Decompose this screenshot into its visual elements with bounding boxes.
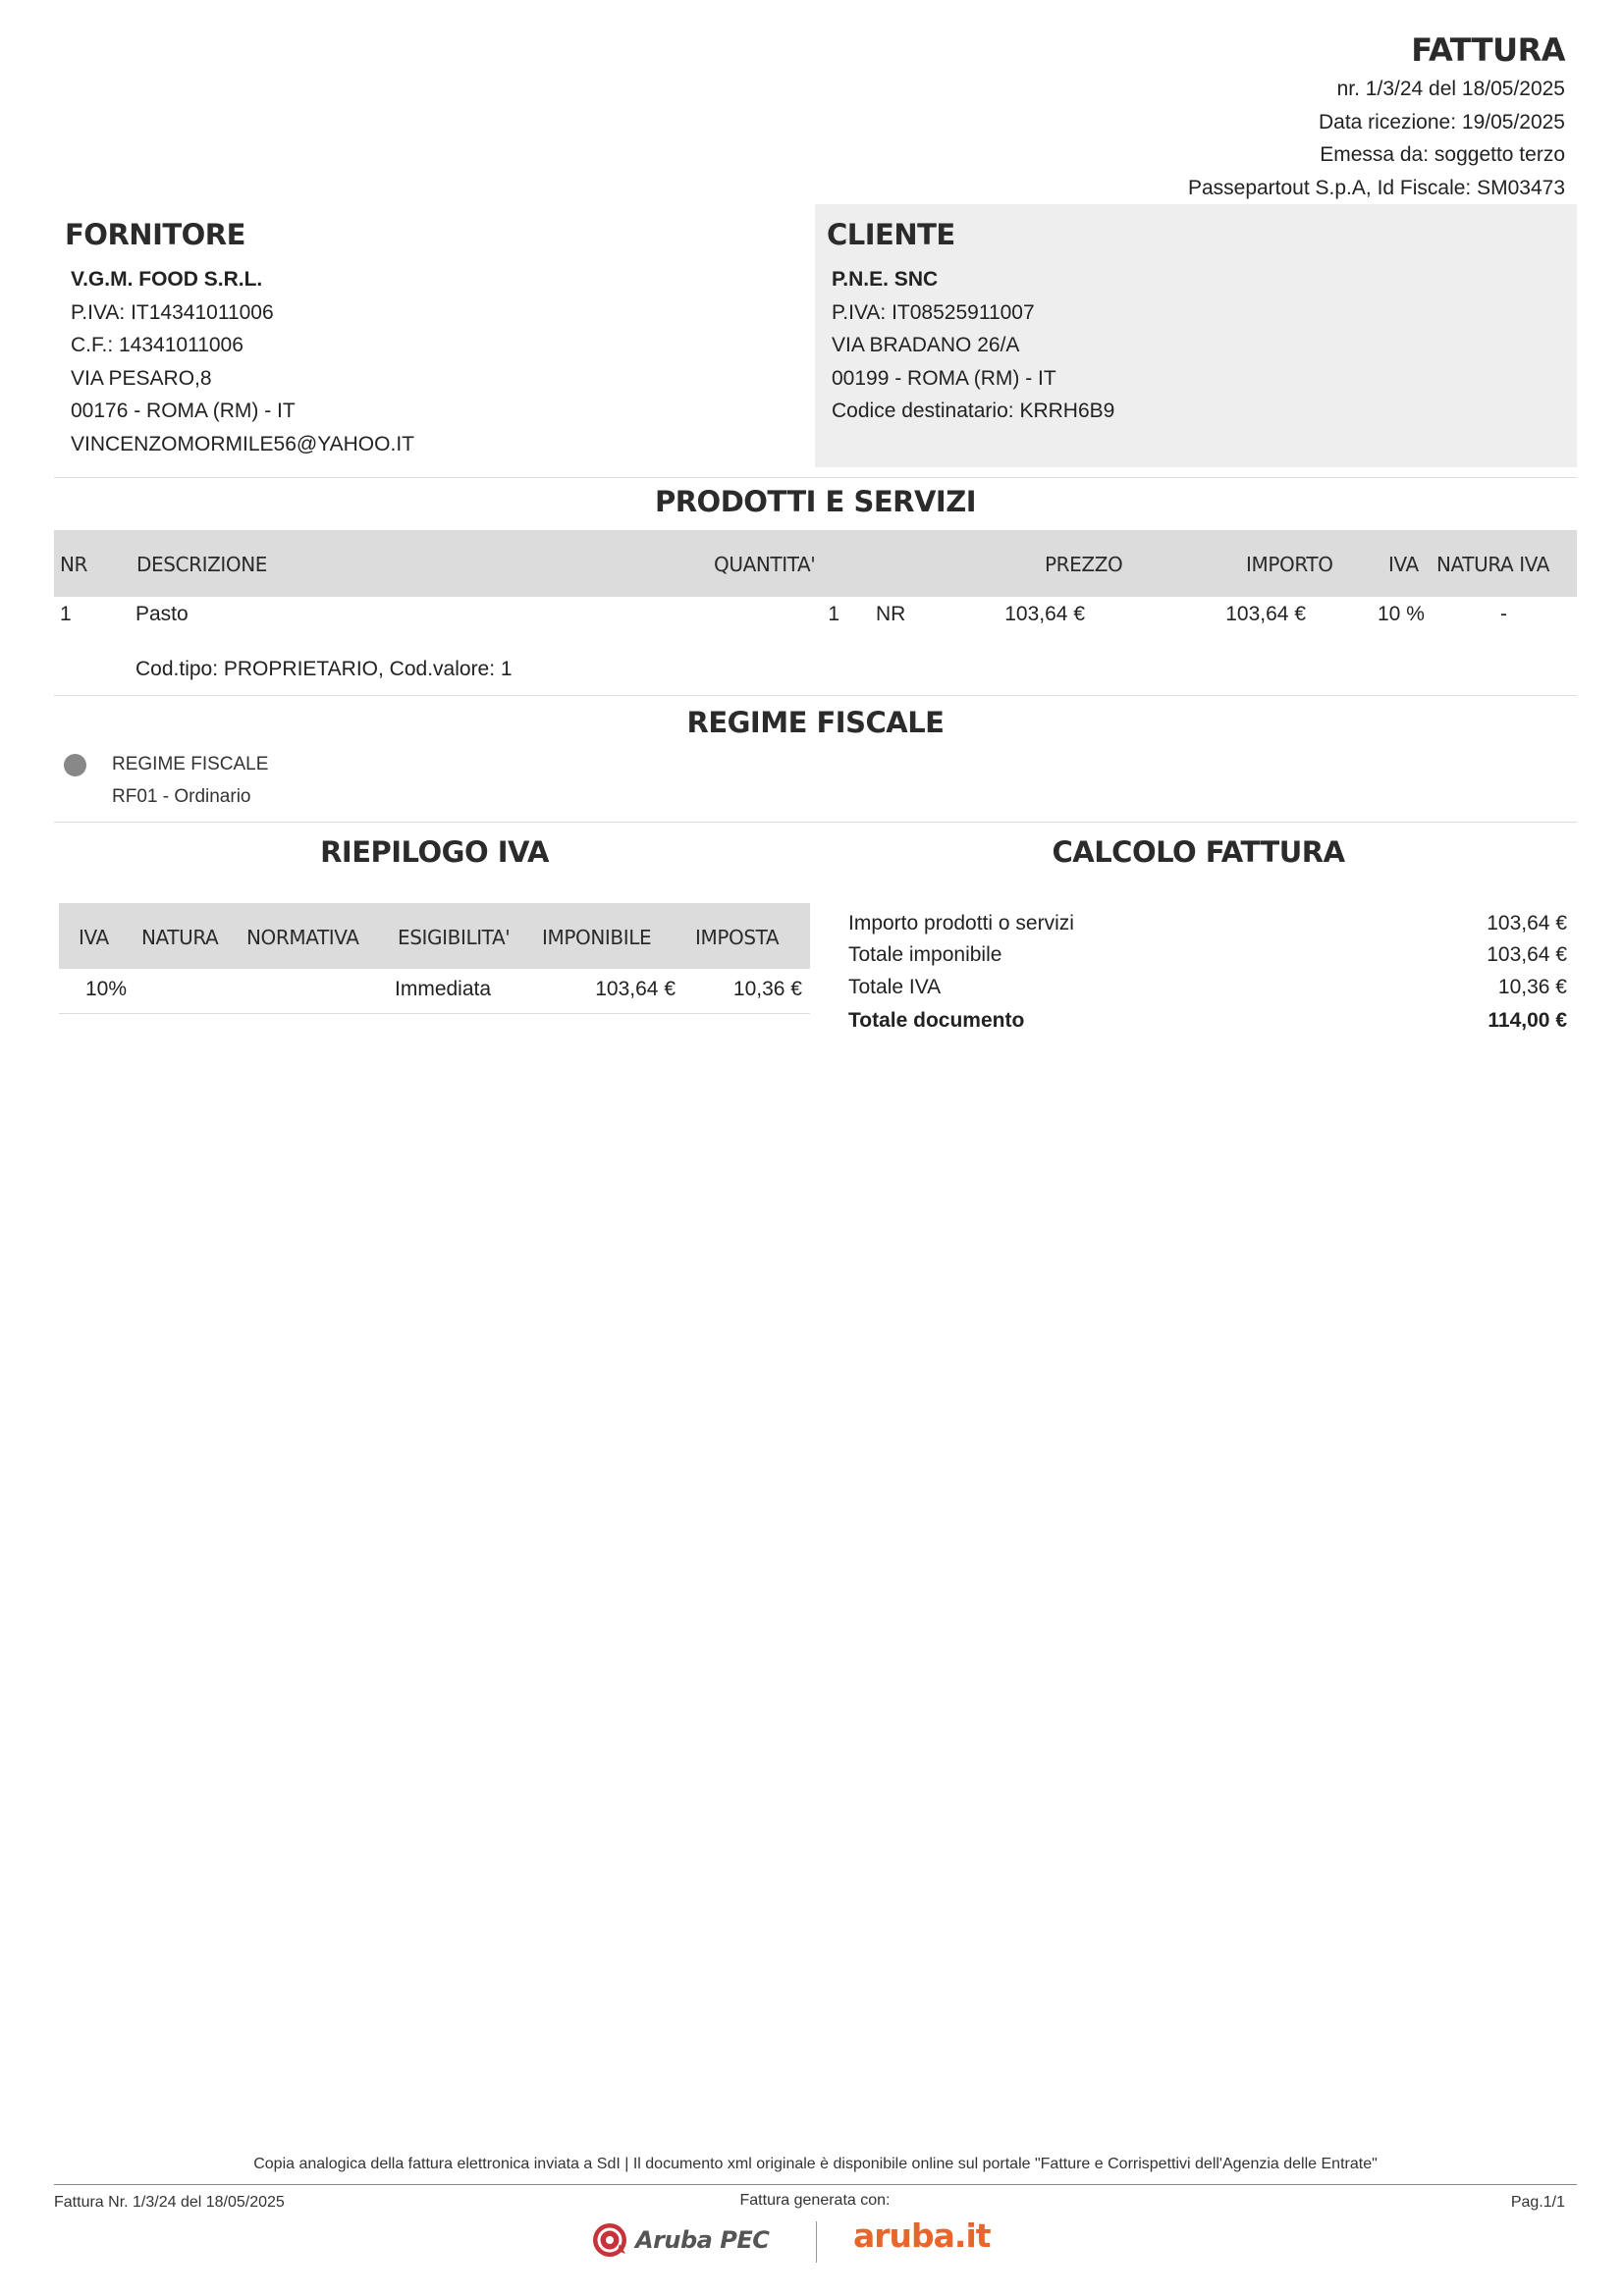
- vat-exig: Immediata: [395, 978, 492, 1000]
- col-amount: IMPORTO: [1246, 553, 1333, 576]
- calc-table: [848, 910, 1567, 1043]
- divider: [54, 695, 1577, 696]
- issued-by: Emessa da: soggetto terzo: [1320, 143, 1565, 166]
- regime-value: RF01 - Ordinario: [112, 786, 251, 807]
- footer-page: Pag.1/1: [1510, 2194, 1565, 2211]
- supplier-city: 00176 - ROMA (RM) - IT: [71, 400, 296, 422]
- footer-disclaimer: Copia analogica della fattura elettronica inviata a SdI | Il documento xml originale è disponibile online sul portale "Fatture e Corrispettivi dell'Agenzia delle Entrate": [253, 2156, 1378, 2172]
- footer-invoice-ref: Fattura Nr. 1/3/24 del 18/05/2025: [54, 2194, 285, 2211]
- pec-seal-icon: [590, 2220, 629, 2260]
- vat-summary-header: [59, 903, 810, 969]
- pec-logo-text: Aruba PEC: [635, 2226, 770, 2254]
- col-taxable: IMPONIBILE: [542, 926, 652, 949]
- row-price: 103,64 €: [1004, 603, 1085, 625]
- footer-divider: [54, 2184, 1577, 2185]
- third-party: Passepartout S.p.A, Id Fiscale: SM03473: [1187, 177, 1565, 199]
- bullet-icon: [64, 754, 86, 776]
- vat-rate: 10%: [85, 978, 128, 1000]
- supplier-email: VINCENZOMORMILE56@YAHOO.IT: [71, 432, 414, 455]
- client-piva: P.IVA: IT08525911007: [832, 300, 1035, 324]
- vat-summary-title: RIEPILOGO IVA: [320, 835, 549, 869]
- supplier-title: FORNITORE: [65, 218, 245, 251]
- calc-label: Totale imponibile: [848, 943, 1002, 966]
- calc-value: 103,64 €: [1487, 912, 1567, 934]
- row-description: Pasto: [135, 603, 189, 625]
- calc-value: 10,36 €: [1497, 976, 1567, 998]
- col-vat-nature: NATURA IVA: [1436, 553, 1550, 576]
- client-name: P.N.E. SNC: [832, 268, 939, 291]
- regime-label: REGIME FISCALE: [112, 754, 269, 774]
- calc-label: Totale IVA: [848, 976, 942, 998]
- received-date: Data ricezione: 19/05/2025: [1318, 111, 1565, 133]
- col-price: PREZZO: [1045, 553, 1123, 576]
- regime-title: REGIME FISCALE: [686, 706, 945, 739]
- divider: [54, 477, 1577, 478]
- row-amount: 103,64 €: [1225, 603, 1306, 625]
- row-vat: 10 %: [1378, 603, 1425, 625]
- calc-total-label: Totale documento: [848, 1009, 1025, 1032]
- products-title: PRODOTTI E SERVIZI: [654, 485, 977, 518]
- footer-generated-with: Fattura generata con:: [739, 2192, 891, 2209]
- col-nature: NATURA: [141, 926, 219, 949]
- col-exig: ESIGIBILITA': [398, 926, 511, 949]
- col-nr: NR: [60, 553, 88, 576]
- supplier-piva: P.IVA: IT14341011006: [71, 300, 274, 324]
- client-recipient-code: Codice destinatario: KRRH6B9: [832, 400, 1115, 422]
- vat-tax: 10,36 €: [732, 978, 802, 1000]
- table-row: [54, 597, 1577, 695]
- col-norm: NORMATIVA: [246, 926, 359, 949]
- invoice-title: FATTURA: [1411, 31, 1565, 69]
- vat-taxable: 103,64 €: [595, 978, 676, 1000]
- divider: [54, 822, 1577, 823]
- divider: [59, 1013, 810, 1014]
- calc-label: Importo prodotti o servizi: [848, 912, 1074, 934]
- row-nr: 1: [60, 603, 72, 625]
- col-quantity: QUANTITA': [714, 553, 816, 576]
- client-title: CLIENTE: [827, 218, 955, 251]
- row-vat-nature: -: [1500, 603, 1507, 625]
- aruba-it-logo: aruba.it: [853, 2216, 991, 2255]
- col-tax: IMPOSTA: [695, 926, 780, 949]
- supplier-address: VIA PESARO,8: [71, 366, 212, 390]
- calc-total-value: 114,00 €: [1488, 1009, 1567, 1032]
- calc-title: CALCOLO FATTURA: [1052, 835, 1345, 869]
- row-unit: NR: [876, 603, 906, 625]
- supplier-box: [54, 204, 810, 467]
- calc-value: 103,64 €: [1487, 943, 1567, 966]
- logo-separator: [816, 2221, 817, 2263]
- table-row: [59, 969, 810, 1013]
- row-extra-info: Cod.tipo: PROPRIETARIO, Cod.valore: 1: [135, 658, 513, 680]
- col-description: DESCRIZIONE: [136, 553, 268, 576]
- client-address: VIA BRADANO 26/A: [832, 334, 1020, 356]
- client-box: [815, 204, 1577, 467]
- col-vat: IVA: [1388, 553, 1419, 576]
- row-quantity: 1: [828, 603, 839, 625]
- col-vat: IVA: [79, 926, 109, 949]
- invoice-number: nr. 1/3/24 del 18/05/2025: [1336, 78, 1565, 100]
- client-city: 00199 - ROMA (RM) - IT: [832, 366, 1056, 390]
- supplier-name: V.G.M. FOOD S.R.L.: [71, 268, 263, 291]
- supplier-cf: C.F.: 14341011006: [71, 334, 243, 356]
- aruba-pec-logo: [590, 2219, 769, 2261]
- products-table-header: [54, 530, 1577, 597]
